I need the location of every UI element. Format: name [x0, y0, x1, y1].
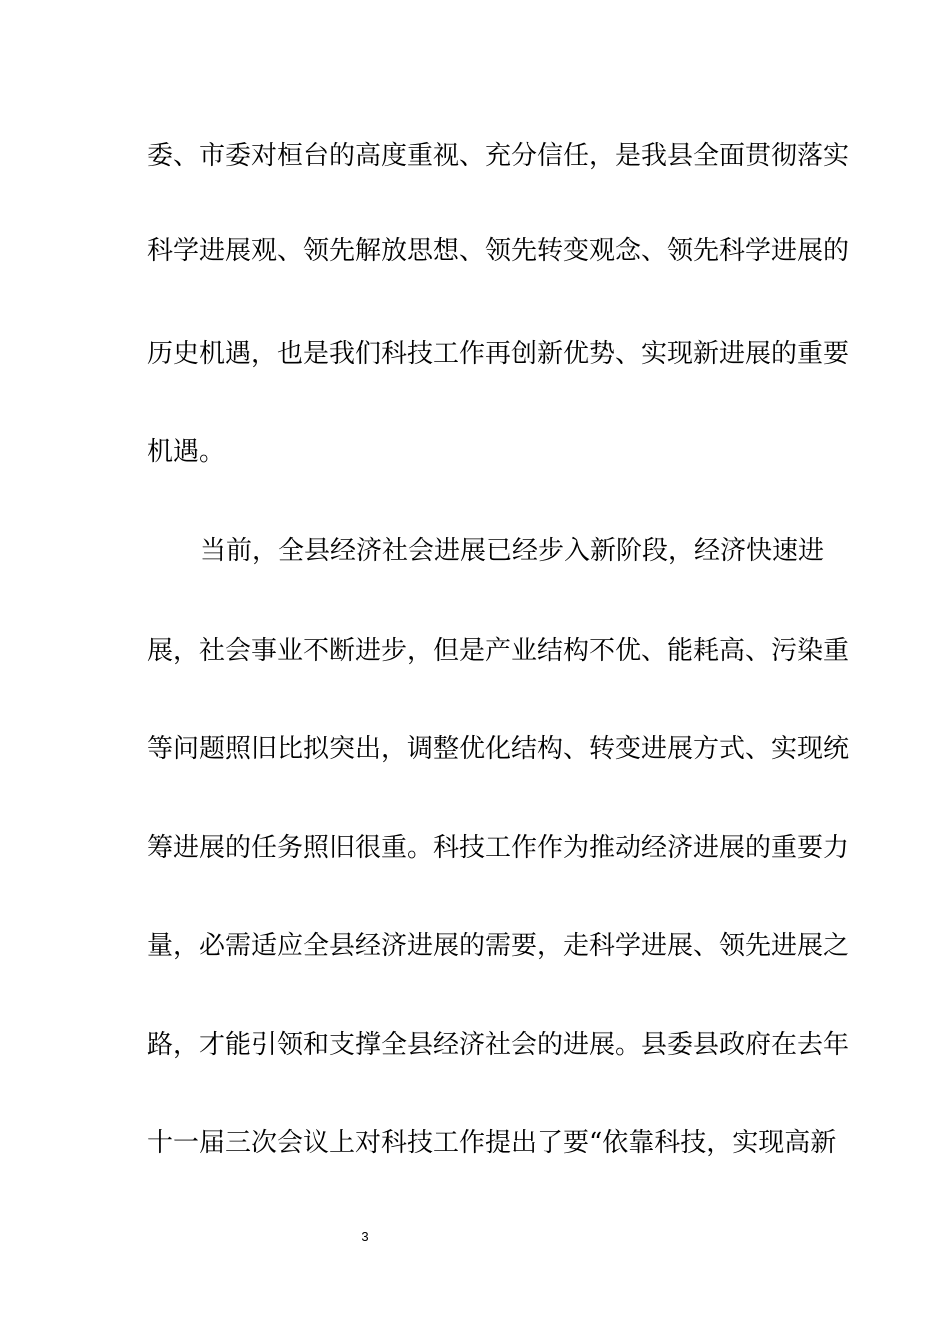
text-line-6: 展，社会事业不断进步，但是产业结构不优、能耗高、污染重 — [147, 636, 850, 666]
text-line-4: 机遇。 — [147, 437, 226, 467]
text-line-7: 等问题照旧比拟突出，调整优化结构、转变进展方式、实现统 — [147, 734, 850, 764]
text-line-10: 路，才能引领和支撑全县经济社会的进展。县委县政府在去年 — [147, 1030, 850, 1060]
text-line-8: 筹进展的任务照旧很重。科技工作作为推动经济进展的重要力 — [147, 833, 850, 863]
text-line-1: 委、市委对桓台的高度重视、充分信任，是我县全面贯彻落实 — [147, 141, 850, 171]
paragraph-start-line: 当前，全县经济社会进展已经步入新阶段，经济快速进 — [200, 536, 825, 566]
text-line-2: 科学进展观、领先解放思想、领先转变观念、领先科学进展的 — [147, 236, 850, 266]
text-line-9: 量，必需适应全县经济进展的需要，走科学进展、领先进展之 — [147, 931, 850, 961]
page-number: 3 — [361, 1229, 369, 1244]
text-line-11: 十一届三次会议上对科技工作提出了要“依靠科技，实现高新 — [147, 1128, 837, 1158]
text-line-3: 历史机遇，也是我们科技工作再创新优势、实现新进展的重要 — [147, 339, 850, 369]
